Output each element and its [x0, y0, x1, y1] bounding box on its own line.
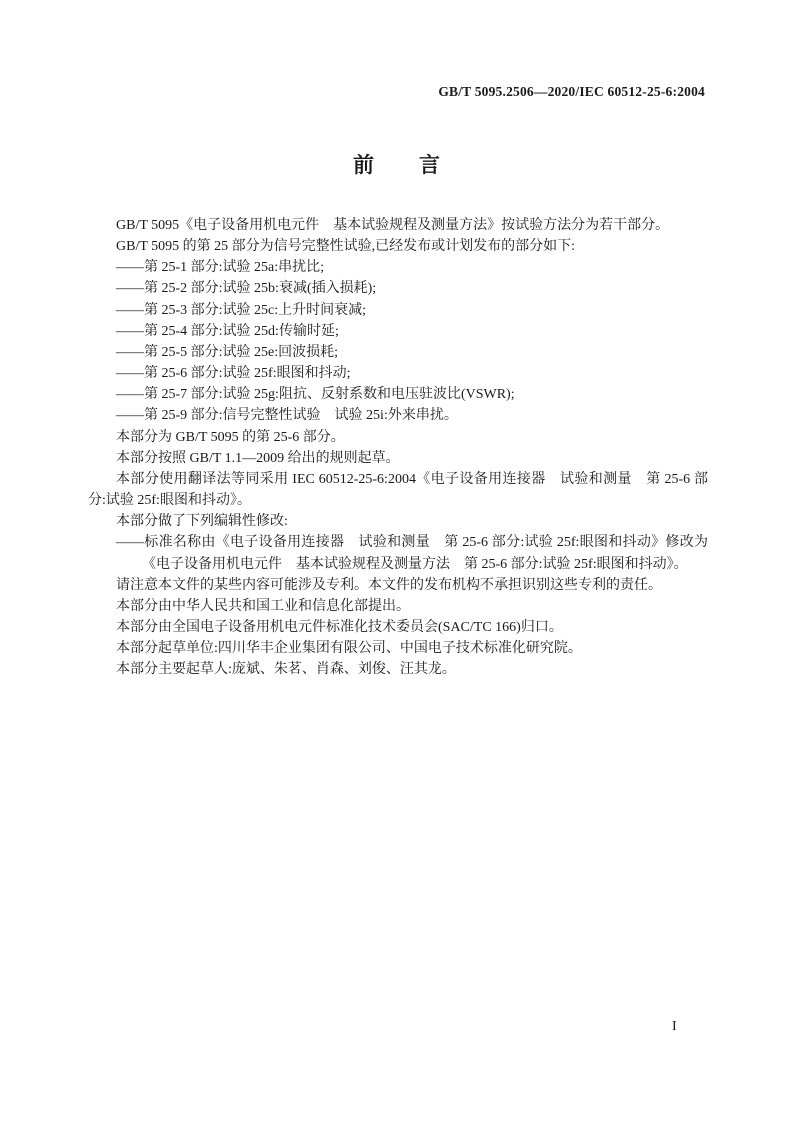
- part-list-item: ——第 25-1 部分:试验 25a:串扰比;: [116, 260, 325, 276]
- foreword-paragraph: 本部分使用翻译法等同采用 IEC 60512-25-6:2004《电子设备用连接器 试验和测量 第 25-6 部分:试验 25f:眼图和抖动》。: [88, 471, 708, 509]
- standard-number: GB/T 5095.2506—2020/IEC 60512-25-6:2004: [438, 84, 705, 99]
- part-list-item: ——第 25-3 部分:试验 25c:上升时间衰减;: [116, 302, 367, 318]
- part-list-item: ——第 25-7 部分:试验 25g:阻抗、反射系数和电压驻波比(VSWR);: [116, 387, 515, 403]
- foreword-paragraph: 本部分由全国电子设备用机电元件标准化技术委员会(SAC/TC 166)归口。: [116, 619, 563, 635]
- part-list-item: ——第 25-5 部分:试验 25e:回波损耗;: [116, 344, 339, 360]
- foreword-paragraph: 本部分按照 GB/T 1.1—2009 给出的规则起草。: [116, 450, 400, 466]
- foreword-body: [88, 215, 708, 680]
- part-list-item: ——第 25-6 部分:试验 25f:眼图和抖动;: [116, 366, 351, 382]
- foreword-paragraph: 本部分主要起草人:庞斌、朱茗、肖森、刘俊、汪其龙。: [116, 662, 456, 678]
- foreword-paragraph: GB/T 5095 的第 25 部分为信号完整性试验,已经发布或计划发布的部分如下:: [116, 239, 576, 255]
- page-number: I: [672, 1019, 677, 1034]
- foreword-paragraph: 本部分为 GB/T 5095 的第 25-6 部分。: [116, 429, 345, 445]
- part-list-item: ——第 25-4 部分:试验 25d:传输时延;: [116, 323, 339, 339]
- part-list-item: ——第 25-2 部分:试验 25b:衰减(插入损耗);: [116, 281, 377, 297]
- page-title: 前 言: [353, 154, 441, 177]
- editorial-change-item: ——标准名称由《电子设备用连接器 试验和测量 第 25-6 部分:试验 25f:眼图和抖动》修改为《电子设备用机电元件 基本试验规程及测量方法 第 25-6 部分:试验 25f:眼图和抖动》。: [116, 535, 708, 572]
- foreword-paragraph: GB/T 5095《电子设备用机电元件 基本试验规程及测量方法》按试验方法分为若干部分。: [116, 218, 670, 233]
- part-list-item: ——第 25-9 部分:信号完整性试验 试验 25i:外来串扰。: [116, 408, 458, 424]
- foreword-paragraph: 本部分由中华人民共和国工业和信息化部提出。: [116, 598, 410, 614]
- foreword-paragraph: 请注意本文件的某些内容可能涉及专利。本文件的发布机构不承担识别这些专利的责任。: [116, 577, 662, 593]
- foreword-paragraph: 本部分做了下列编辑性修改:: [116, 514, 288, 530]
- foreword-paragraph: 本部分起草单位:四川华丰企业集团有限公司、中国电子技术标准化研究院。: [116, 641, 582, 657]
